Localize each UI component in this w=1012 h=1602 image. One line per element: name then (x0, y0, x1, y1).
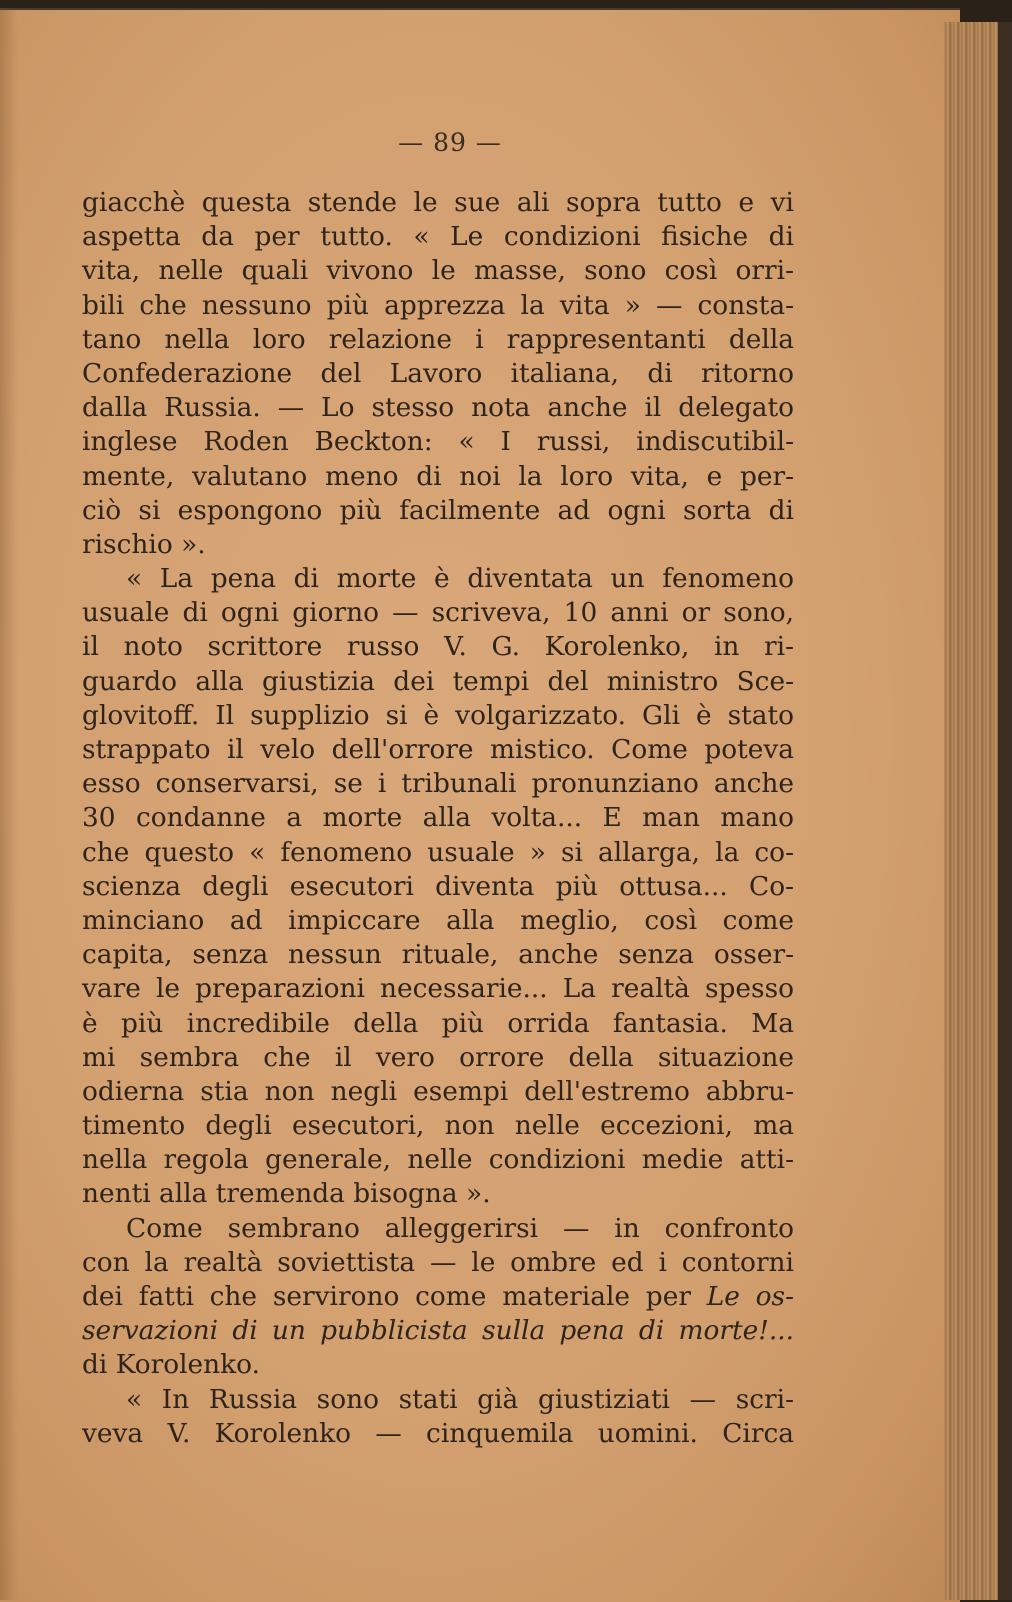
text-line: vare le preparazioni necessarie... La realtà spesso (82, 973, 794, 1005)
text-line: nenti alla tremenda bisogna ». (82, 1178, 491, 1210)
text-line: strappato il velo dell'orrore mistico. Come poteva (82, 734, 794, 765)
text-line: guardo alla giustizia dei tempi del ministro Sce- (82, 665, 794, 697)
text-line: tano nella loro relazione i rappresentanti della (82, 323, 794, 355)
text-line: di Korolenko. (82, 1349, 260, 1381)
text-line: inglese Roden Beckton: « I russi, indiscutibil- (82, 426, 794, 458)
text-line: vita, nelle quali vivono le masse, sono così orri- (82, 255, 794, 287)
text-line: usuale di ogni giorno — scriveva, 10 anni or sono, (82, 597, 794, 629)
page-number: — 89 — (398, 128, 502, 157)
text-line: nella regola generale, nelle condizioni medie atti- (82, 1144, 794, 1176)
body-text (82, 186, 794, 1451)
text-span: dei fatti che servirono come materiale per (82, 1281, 691, 1312)
text-line: capita, senza nessun rituale, anche senza osser- (82, 939, 794, 971)
page-edges (944, 22, 1012, 1600)
text-line: Come sembrano alleggerirsi — in confronto (126, 1212, 794, 1244)
text-line: aspetta da per tutto. « Le condizioni fisiche di (82, 221, 794, 253)
text-line: dalla Russia. — Lo stesso nota anche il delegato (82, 392, 794, 424)
text-line: con la realtà soviettista — le ombre ed i contorni (82, 1246, 794, 1278)
text-line: timento degli esecutori, non nelle eccezioni, ma (82, 1110, 794, 1142)
text-line: che questo « fenomeno usuale » si allarga, la co- (82, 836, 794, 868)
text-line: odierna stia non negli esempi dell'estremo abbru- (82, 1075, 794, 1107)
text-line: « La pena di morte è diventata un fenomeno (126, 563, 794, 595)
text-line: minciano ad impiccare alla meglio, così come (82, 904, 794, 936)
book-title-italic: servazioni di un pubblicista sulla pena di morte!... (82, 1315, 794, 1347)
text-line: 30 condanne a morte alla volta... E man mano (82, 802, 794, 834)
text-line: bili che nessuno più apprezza la vita » — consta- (82, 289, 794, 321)
text-line: mi sembra che il vero orrore della situazione (82, 1041, 794, 1073)
book-title-italic: Le os- (706, 1281, 794, 1312)
text-line: « In Russia sono stati già giustiziati — scri- (126, 1383, 794, 1415)
text-line: scienza degli esecutori diventa più ottusa... Co- (82, 870, 794, 902)
text-line: mente, valutano meno di noi la loro vita, e per- (82, 460, 794, 492)
text-line: ciò si espongono più facilmente ad ogni sorta di (82, 494, 794, 526)
text-line: è più incredibile della più orrida fantasia. Ma (82, 1007, 794, 1039)
text-line: veva V. Korolenko — cinquemila uomini. Circa (82, 1417, 794, 1449)
text-line: giacchè questa stende le sue ali sopra tutto e vi (82, 187, 794, 218)
text-line: esso conservarsi, se i tribunali pronunziano anche (82, 768, 794, 800)
book-title-italic-line (82, 1314, 794, 1348)
text-line: Confederazione del Lavoro italiana, di ritorno (82, 357, 794, 389)
page-gutter-shadow (0, 8, 18, 1600)
text-line: glovitoff. Il supplizio si è volgarizzato. Gli è stato (82, 699, 794, 731)
text-line: il noto scrittore russo V. G. Korolenko, in ri- (82, 631, 794, 663)
text-line: rischio ». (82, 528, 206, 560)
text-line (82, 1280, 794, 1314)
